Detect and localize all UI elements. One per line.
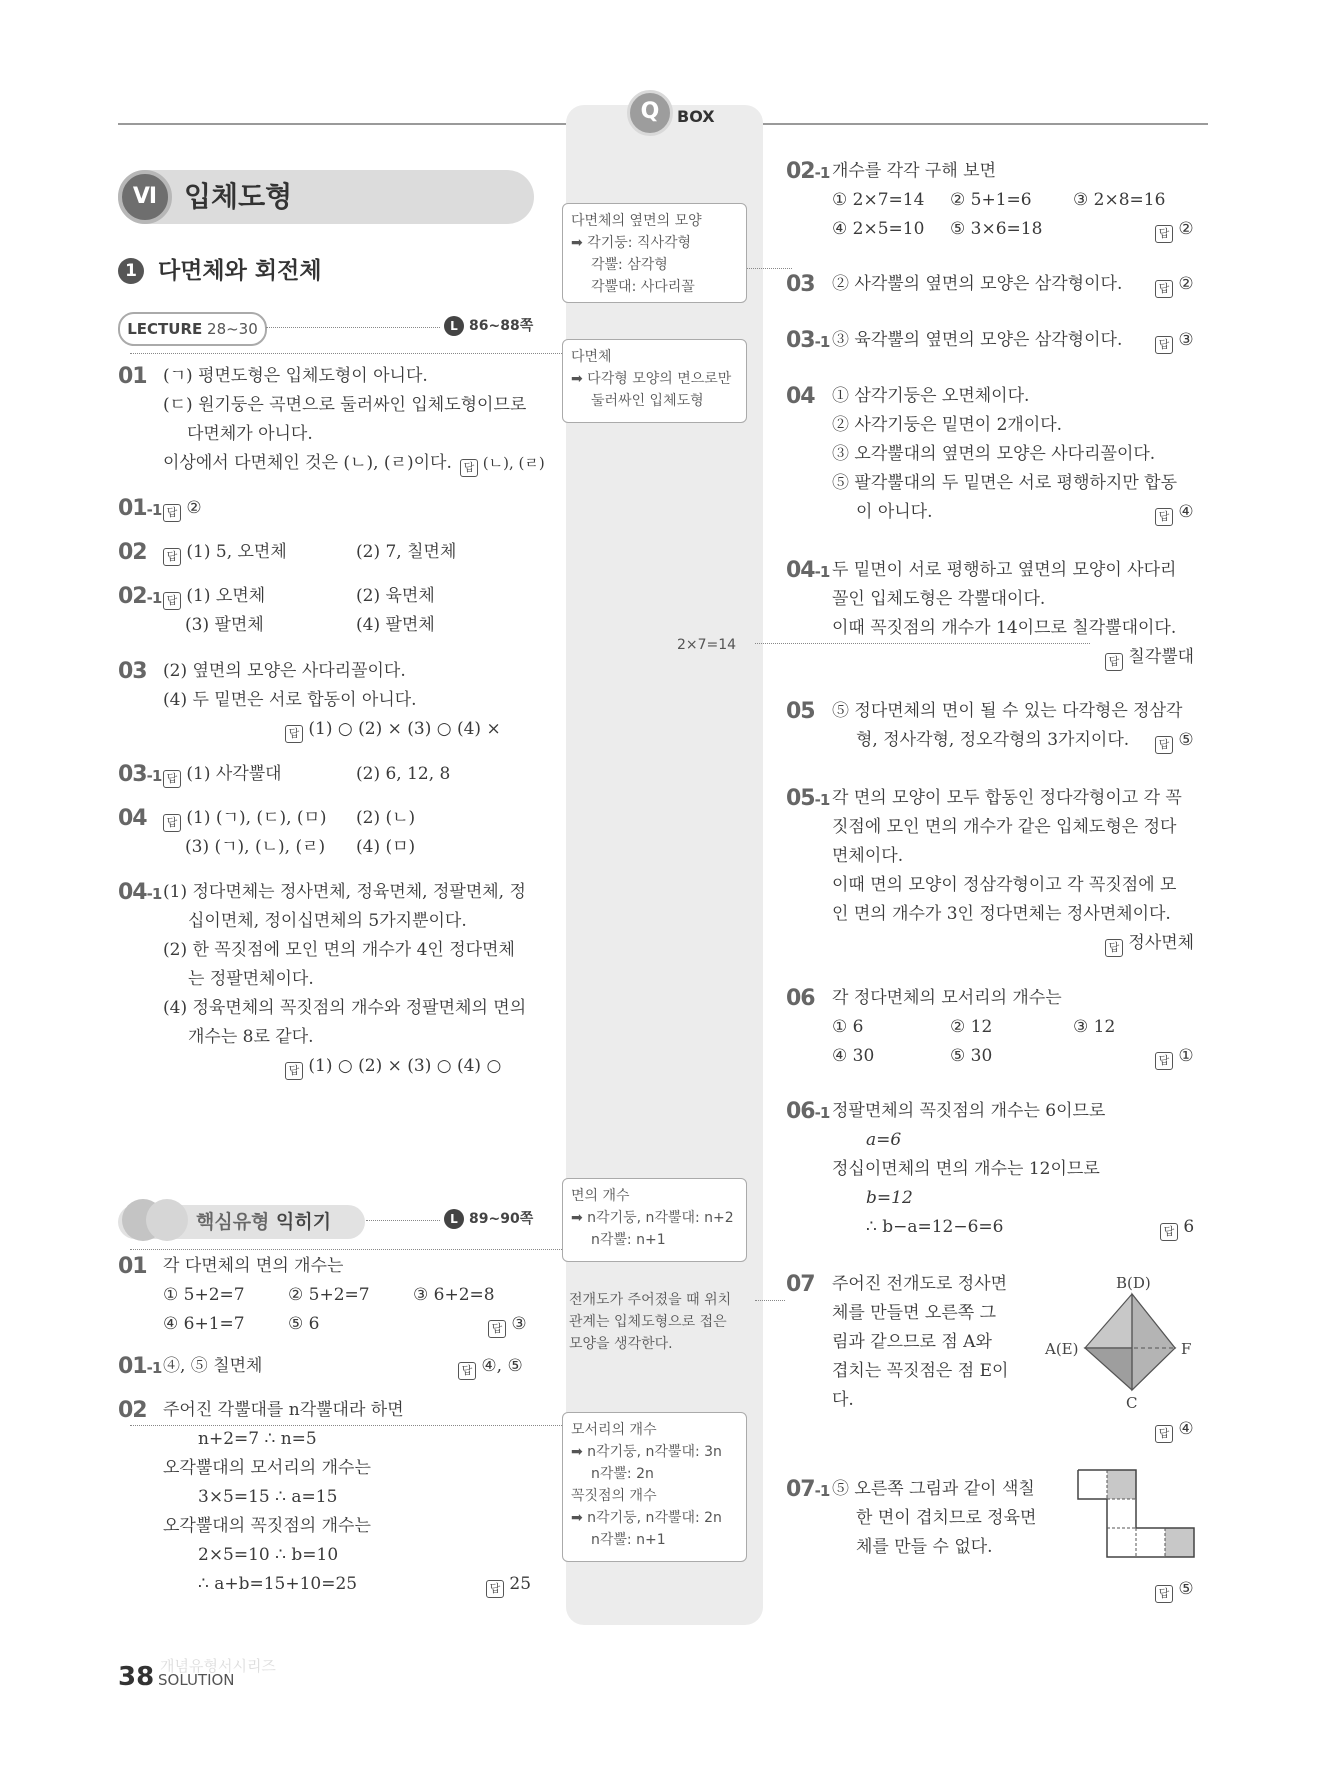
text-line: 이때 면의 모양이 정삼각형이고 각 꼭짓점에 모 (832, 875, 1177, 895)
answer: 답 ① (1155, 1042, 1194, 1071)
text-line: ⑤ 오른쪽 그림과 같이 색칠 (832, 1479, 1035, 1499)
core-pages: 89~90쪽 (469, 1211, 534, 1227)
option: ④ 2×5=10 (832, 219, 925, 239)
answer-mark-icon: 답 (1155, 336, 1173, 354)
problem-number: 01 (118, 364, 147, 389)
problem-number: 03-1 (786, 328, 830, 353)
tetra-face (1132, 1294, 1175, 1390)
option: ③ 6+2=8 (413, 1285, 495, 1305)
answer-mark-icon: 답 (163, 592, 181, 610)
text-line: 림과 같으므로 점 A와 (832, 1332, 992, 1352)
option: ② 5+1=6 (950, 190, 1032, 210)
answer: 답 (1) 오면체 (163, 582, 265, 611)
answer: 답 25 (486, 1570, 531, 1599)
text-line: ② 사각기둥은 밑면이 2개이다. (832, 415, 1063, 435)
option: ⑤ 6 (288, 1314, 320, 1334)
problem-number: 03-1 (118, 762, 162, 787)
chapter-band (118, 170, 534, 224)
option: ② 12 (950, 1017, 993, 1037)
text-line: 오각뿔대의 모서리의 개수는 (163, 1458, 371, 1478)
text-line: (2) 7, 칠면체 (356, 542, 457, 562)
section-number: 1 (118, 258, 144, 284)
problem-number: 06-1 (786, 1099, 830, 1124)
text-line: 두 밑면이 서로 평행하고 옆면의 모양이 사다리 (832, 560, 1177, 580)
text-line: (4) 두 밑면은 서로 합동이 아니다. (163, 690, 417, 710)
text-line: n+2=7 ∴ n=5 (198, 1429, 317, 1449)
text-line: 인 면의 개수가 3인 정다면체는 정사면체이다. (832, 904, 1171, 924)
answer-mark-icon: 답 (1155, 508, 1173, 526)
answer: 답 ④ (1155, 1415, 1194, 1444)
text-line: ④, ⑤ 칠면체 (163, 1356, 263, 1376)
problem-number: 05-1 (786, 786, 830, 811)
answer-mark-icon: 답 (1160, 1223, 1178, 1241)
leader-line (747, 268, 792, 269)
text-line: ∴ a+b=15+10=25 (198, 1574, 358, 1594)
text-line: 체를 만들 수 없다. (856, 1537, 993, 1557)
text-line: ⑤ 팔각뿔대의 두 밑면은 서로 평행하지만 합동 (832, 473, 1178, 493)
problem-number: 06 (786, 986, 815, 1011)
answer: 답 ② (1155, 215, 1194, 244)
answer-mark-icon: 답 (1105, 653, 1123, 671)
option: ② 5+2=7 (288, 1285, 370, 1305)
text-line: (2) (ㄴ) (356, 808, 416, 828)
problem-number: 03 (118, 659, 147, 684)
text-line: 주어진 각뿔대를 n각뿔대라 하면 (163, 1400, 404, 1420)
text-line: 는 정팔면체이다. (188, 969, 314, 989)
problem-number: 04 (118, 806, 147, 831)
option: ③ 12 (1073, 1017, 1116, 1037)
text-line: (2) 옆면의 모양은 사다리꼴이다. (163, 661, 406, 681)
answer: 답 (ㄴ), (ㄹ) (460, 449, 545, 478)
core-l-icon: L (444, 1209, 464, 1229)
text-line: (2) 6, 12, 8 (356, 764, 451, 784)
text-line: ③ 육각뿔의 옆면의 모양은 삼각형이다. (832, 330, 1123, 350)
core-leader (366, 1220, 440, 1221)
text-line: 십이면체, 정이십면체의 5가지뿐이다. (188, 911, 467, 931)
text-line: 오각뿔대의 꼭짓점의 개수는 (163, 1516, 371, 1536)
answer: 답 ③ (488, 1310, 527, 1339)
problem-number: 02-1 (786, 159, 830, 184)
answer-mark-icon: 답 (163, 814, 181, 832)
option: ④ 6+1=7 (163, 1314, 245, 1334)
footer-solution: SOLUTION (158, 1671, 235, 1689)
answer-mark-icon: 답 (1155, 280, 1173, 298)
answer: 답 (1) (ㄱ), (ㄷ), (ㅁ) (163, 804, 327, 833)
footer-series: 개념유형서시리즈 (160, 1657, 276, 1675)
q-box-icon: Q (627, 90, 673, 136)
q-box-column (566, 105, 763, 1625)
problem-number: 02-1 (118, 584, 162, 609)
text-line: (2) 육면체 (356, 586, 435, 606)
text-line: 정십이면체의 면의 개수는 12이므로 (832, 1159, 1100, 1179)
answer: 답 (1) ○ (2) × (3) ○ (4) ○ (285, 1052, 501, 1081)
page-number: 38 (118, 1662, 155, 1692)
text-line: 2×5=10 ∴ b=10 (198, 1545, 339, 1565)
problem-number: 01 (118, 1254, 147, 1279)
answer: 답 칠각뿔대 (1105, 643, 1194, 672)
problem-number: 04 (786, 384, 815, 409)
core-type-title: 핵심유형 익히기 (196, 1211, 332, 1233)
answer-mark-icon: 답 (1155, 225, 1173, 243)
lecture-label: LECTURE (127, 320, 203, 338)
option: ④ 30 (832, 1046, 875, 1066)
text-line: 다면체가 아니다. (187, 424, 313, 444)
text-line: (2) 한 꼭짓점에 모인 면의 개수가 4인 정다면체 (163, 940, 515, 960)
text-line: 이 아니다. (856, 502, 933, 522)
text-line: 이때 꼭짓점의 개수가 14이므로 칠각뿔대이다. (832, 618, 1177, 638)
answer: 답 ③ (1155, 326, 1194, 355)
option: ① 2×7=14 (832, 190, 925, 210)
problem-number: 07 (786, 1272, 815, 1297)
problem-number: 03 (786, 272, 815, 297)
answer-mark-icon: 답 (486, 1580, 504, 1598)
tetrahedron-figure (1040, 1270, 1215, 1410)
lecture-l-icon: L (444, 316, 464, 336)
q-box-note: 2×7=14 (677, 637, 737, 653)
cube-net-figure (1075, 1468, 1200, 1566)
text-line: (4) 팔면체 (356, 615, 435, 635)
text-line: 한 면이 겹치므로 정육면 (856, 1508, 1037, 1528)
problem-number: 02 (118, 540, 147, 565)
text-line: 면체이다. (832, 846, 904, 866)
text-line: 각 면의 모양이 모두 합동인 정다각형이고 각 꼭 (832, 788, 1182, 808)
leader-line (130, 353, 562, 354)
text-line: b=12 (866, 1188, 913, 1208)
text-line: (3) 팔면체 (185, 615, 264, 635)
leader-line (755, 643, 1090, 644)
text-line: 짓점에 모인 면의 개수가 같은 입체도형은 정다 (832, 817, 1177, 837)
answer: 답 ② (1155, 270, 1194, 299)
answer: 답 ④ (1155, 498, 1194, 527)
answer-mark-icon: 답 (1155, 1052, 1173, 1070)
answer: 답 ④, ⑤ (458, 1352, 523, 1381)
answer: 답 ② (163, 494, 202, 523)
q-box-note: 다면체 ➡ 다각형 모양의 면으로만 둘러싸인 입체도형 (562, 339, 747, 423)
answer-mark-icon: 답 (163, 770, 181, 788)
leader-line (755, 1300, 785, 1301)
text-line: (1) 정다면체는 정사면체, 정육면체, 정팔면체, 정 (163, 882, 526, 902)
answer: 답 6 (1160, 1213, 1194, 1242)
q-box-note: 면의 개수 ➡ n각기둥, n각뿔대: n+2 n각뿔: n+1 (562, 1178, 747, 1262)
problem-number: 01-1 (118, 496, 162, 521)
q-box-label: BOX (677, 107, 715, 126)
net-face-shaded (1165, 1528, 1194, 1557)
text-line: 형, 정사각형, 정오각형의 3가지이다. (856, 730, 1130, 750)
chapter-numeral: Ⅵ (118, 170, 172, 224)
problem-number: 05 (786, 699, 815, 724)
text-line: (ㄱ) 평면도형은 입체도형이 아니다. (163, 366, 428, 386)
problem-number: 01-1 (118, 1354, 162, 1379)
answer: 답 ⑤ (1155, 1575, 1194, 1604)
text-line: ① 삼각기둥은 오면체이다. (832, 386, 1030, 406)
text-line: 다. (832, 1390, 854, 1410)
lecture-range: 28~30 (207, 320, 258, 338)
text-line: ③ 오각뿔대의 옆면의 모양은 사다리꼴이다. (832, 444, 1156, 464)
answer-mark-icon: 답 (1155, 736, 1173, 754)
text-line: 체를 만들면 오른쪽 그 (832, 1303, 997, 1323)
text-line: (4) 정육면체의 꼭짓점의 개수와 정팔면체의 면의 (163, 998, 527, 1018)
answer-mark-icon: 답 (285, 725, 303, 743)
text-line: 정팔면체의 꼭짓점의 개수는 6이므로 (832, 1101, 1106, 1121)
text-line: 각 정다면체의 모서리의 개수는 (832, 988, 1062, 1008)
label-top: B(D) (1116, 1274, 1151, 1292)
text-line: (3) (ㄱ), (ㄴ), (ㄹ) (185, 837, 326, 857)
answer: 답 (1) ○ (2) × (3) ○ (4) × (285, 715, 501, 744)
text-line: ② 사각뿔의 옆면의 모양은 삼각형이다. (832, 274, 1123, 294)
text-line: 주어진 전개도로 정사면 (832, 1274, 1008, 1294)
label-bottom: C (1126, 1394, 1138, 1410)
answer-mark-icon: 답 (488, 1320, 506, 1338)
problem-number: 04-1 (118, 880, 162, 905)
problem-number: 04-1 (786, 558, 830, 583)
answer-mark-icon: 답 (1105, 939, 1123, 957)
answer-mark-icon: 답 (1155, 1585, 1173, 1603)
q-box-note: 다면체의 옆면의 모양 ➡ 각기둥: 직사각형 각뿔: 삼각형 각뿔대: 사다리꼴 (562, 203, 747, 303)
q-box-note: 모서리의 개수 ➡ n각기둥, n각뿔대: 3n n각뿔: 2n 꼭짓점의 개수 ➡ n각기둥, n각뿔대: 2n n각뿔: n+1 (562, 1412, 747, 1562)
answer: 답 정사면체 (1105, 929, 1194, 958)
problem-number: 07-1 (786, 1477, 830, 1502)
option: ① 5+2=7 (163, 1285, 245, 1305)
answer-mark-icon: 답 (460, 459, 478, 477)
text-line: (ㄷ) 원기둥은 곡면으로 둘러싸인 입체도형이므로 (163, 395, 527, 415)
text-line: 개수를 각각 구해 보면 (832, 161, 997, 181)
text-line: 꼴인 입체도형은 각뿔대이다. (832, 589, 1046, 609)
answer: 답 (1) 5, 오면체 (163, 538, 287, 567)
text-line: 각 다면체의 면의 개수는 (163, 1256, 344, 1276)
answer-mark-icon: 답 (163, 548, 181, 566)
option: ⑤ 30 (950, 1046, 993, 1066)
answer-mark-icon: 답 (163, 504, 181, 522)
answer-mark-icon: 답 (458, 1362, 476, 1380)
option: ③ 2×8=16 (1073, 190, 1166, 210)
lecture-pill (118, 312, 267, 346)
lecture-pages: 86~88쪽 (469, 318, 534, 334)
text-line: 개수는 8로 같다. (188, 1027, 314, 1047)
text-line: 3×5=15 ∴ a=15 (198, 1487, 338, 1507)
leader-line (130, 1249, 562, 1250)
answer: 답 ⑤ (1155, 726, 1194, 755)
answer-mark-icon: 답 (285, 1062, 303, 1080)
text-line: (4) (ㅁ) (356, 837, 416, 857)
option: ⑤ 3×6=18 (950, 219, 1043, 239)
label-left: A(E) (1045, 1340, 1079, 1358)
text-line: a=6 (866, 1130, 902, 1150)
text-line: ∴ b−a=12−6=6 (866, 1217, 1004, 1237)
net-face-shaded (1107, 1470, 1136, 1499)
answer-mark-icon: 답 (1155, 1425, 1173, 1443)
text-line: 겹치는 꼭짓점은 점 E이 (832, 1361, 1009, 1381)
label-right: F (1181, 1340, 1192, 1358)
leader-line (130, 1425, 562, 1426)
text-line: ⑤ 정다면체의 면이 될 수 있는 다각형은 정삼각 (832, 701, 1183, 721)
option: ① 6 (832, 1017, 864, 1037)
section-title: 다면체와 회전체 (158, 258, 322, 284)
problem-number: 02 (118, 1398, 147, 1423)
lecture-leader (266, 327, 440, 328)
answer: 답 (1) 사각뿔대 (163, 760, 282, 789)
q-box-note: 전개도가 주어졌을 때 위치 관계는 입체도형으로 접은 모양을 생각한다. (569, 1292, 732, 1352)
core-type-circle (146, 1199, 188, 1241)
text-line: 이상에서 다면체인 것은 (ㄴ), (ㄹ)이다. (163, 453, 452, 473)
chapter-title: 입체도형 (184, 180, 293, 213)
